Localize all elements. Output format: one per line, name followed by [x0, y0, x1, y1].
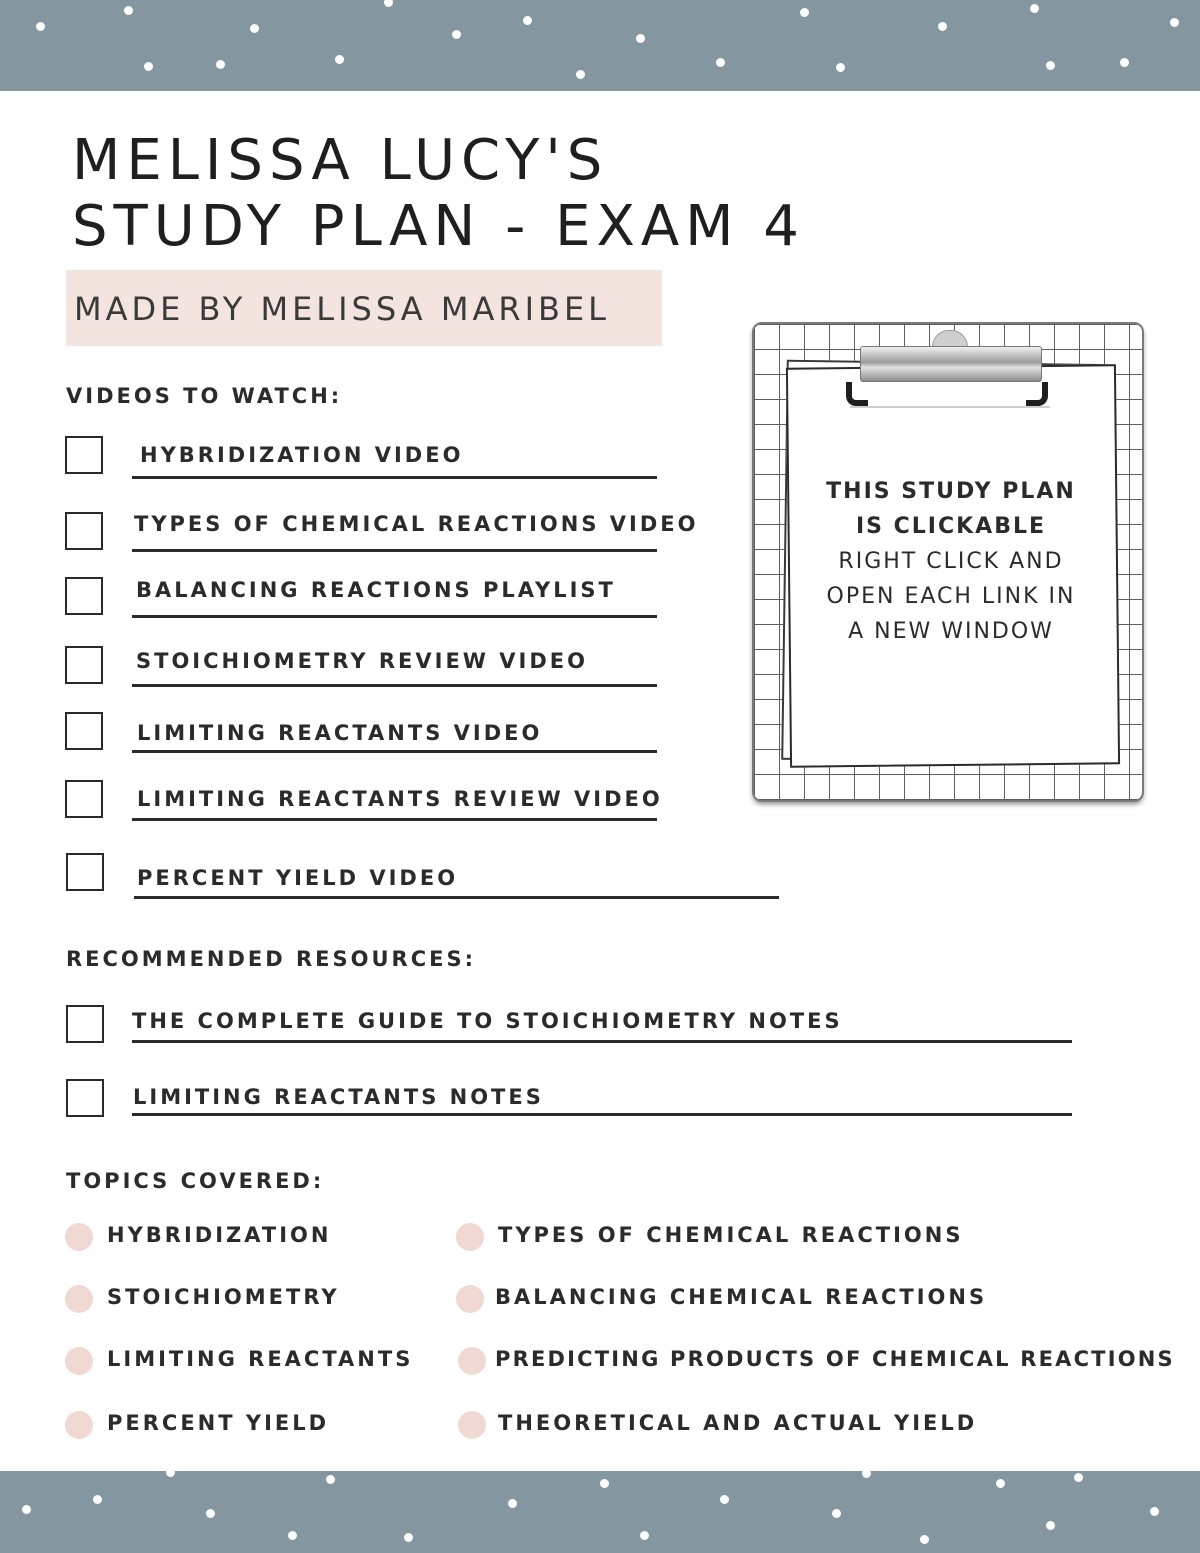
decorative-dot [1150, 1507, 1159, 1516]
checkbox[interactable] [65, 780, 103, 818]
decorative-dot [636, 34, 645, 43]
author-label: MADE BY MELISSA MARIBEL [74, 290, 610, 328]
decorative-dot [576, 70, 585, 79]
topic-label: PERCENT YIELD [107, 1411, 330, 1435]
underline [134, 896, 779, 899]
topic-label: HYBRIDIZATION [107, 1223, 332, 1247]
clipboard-note [788, 474, 1114, 649]
video-link[interactable]: TYPES OF CHEMICAL REACTIONS VIDEO [134, 512, 699, 536]
author-banner [66, 270, 662, 346]
decorative-dot [1030, 4, 1039, 13]
decorative-dot [523, 16, 532, 25]
clip-arm-left [846, 382, 868, 406]
top-decorative-band [0, 0, 1200, 91]
decorative-dot [124, 6, 133, 15]
decorative-dot [1170, 18, 1179, 27]
decorative-dot [836, 63, 845, 72]
bullet-dot [65, 1347, 93, 1375]
decorative-dot [36, 22, 45, 31]
topic-label: LIMITING REACTANTS [107, 1347, 414, 1371]
clipboard-illustration [752, 322, 1144, 802]
decorative-dot [1046, 1521, 1055, 1530]
underline [132, 549, 657, 552]
checkbox[interactable] [65, 646, 103, 684]
decorative-dot [920, 1535, 929, 1544]
decorative-dot [288, 1531, 297, 1540]
clip-bar [860, 346, 1042, 382]
underline [132, 750, 657, 753]
video-link[interactable]: PERCENT YIELD VIDEO [137, 866, 459, 890]
note-line-5: A NEW WINDOW [848, 619, 1054, 644]
decorative-dot [1120, 58, 1129, 67]
bullet-dot [456, 1223, 484, 1251]
decorative-dot [938, 22, 947, 31]
decorative-dot [452, 30, 461, 39]
decorative-dot [144, 62, 153, 71]
decorative-dot [404, 1533, 413, 1542]
note-bold-line-1: THIS STUDY PLAN [826, 479, 1076, 504]
decorative-dot [716, 58, 725, 67]
videos-heading: VIDEOS TO WATCH: [66, 384, 343, 408]
bullet-dot [65, 1285, 93, 1313]
decorative-dot [216, 60, 225, 69]
topics-heading: TOPICS COVERED: [66, 1169, 325, 1193]
topic-label: TYPES OF CHEMICAL REACTIONS [498, 1223, 964, 1247]
page-title-line-1: MELISSA LUCY'S [72, 128, 609, 193]
underline [132, 1113, 1072, 1116]
decorative-dot [335, 55, 344, 64]
checkbox[interactable] [65, 577, 103, 615]
decorative-dot [1074, 1473, 1083, 1482]
topic-label: PREDICTING PRODUCTS OF CHEMICAL REACTIONS [495, 1347, 1175, 1371]
note-line-3: RIGHT CLICK AND [838, 549, 1064, 574]
resource-link[interactable]: THE COMPLETE GUIDE TO STOICHIOMETRY NOTES [132, 1009, 843, 1033]
topic-label: STOICHIOMETRY [107, 1285, 340, 1309]
checkbox[interactable] [66, 1005, 104, 1043]
decorative-dot [832, 1509, 841, 1518]
decorative-dot [326, 1475, 335, 1484]
checkbox[interactable] [66, 853, 104, 891]
checkbox[interactable] [65, 512, 103, 550]
video-link[interactable]: STOICHIOMETRY REVIEW VIDEO [136, 649, 588, 673]
decorative-dot [206, 1509, 215, 1518]
video-link[interactable]: HYBRIDIZATION VIDEO [140, 443, 464, 467]
underline [132, 1040, 1072, 1043]
decorative-dot [166, 1471, 175, 1477]
note-line-4: OPEN EACH LINK IN [826, 584, 1076, 609]
decorative-dot [384, 0, 393, 7]
decorative-dot [22, 1505, 31, 1514]
bullet-dot [458, 1347, 486, 1375]
video-link[interactable]: LIMITING REACTANTS VIDEO [137, 721, 543, 745]
decorative-dot [800, 8, 809, 17]
decorative-dot [508, 1499, 517, 1508]
page-title-line-2: STUDY PLAN - EXAM 4 [72, 194, 805, 259]
decorative-dot [93, 1495, 102, 1504]
topic-label: THEORETICAL AND ACTUAL YIELD [498, 1411, 978, 1435]
bullet-dot [456, 1285, 484, 1313]
underline [132, 684, 657, 687]
resources-heading: RECOMMENDED RESOURCES: [66, 947, 477, 971]
note-bold-line-2: IS CLICKABLE [855, 514, 1047, 539]
decorative-dot [600, 1479, 609, 1488]
underline [132, 818, 657, 821]
bullet-dot [65, 1223, 93, 1251]
topic-label: BALANCING CHEMICAL REACTIONS [495, 1285, 988, 1309]
decorative-dot [862, 1471, 871, 1478]
checkbox[interactable] [66, 1079, 104, 1117]
decorative-dot [1046, 61, 1055, 70]
decorative-dot [996, 1479, 1005, 1488]
decorative-dot [250, 24, 259, 33]
underline [132, 476, 657, 479]
bottom-decorative-band [0, 1471, 1200, 1553]
video-link[interactable]: LIMITING REACTANTS REVIEW VIDEO [137, 787, 663, 811]
clip-arm-right [1026, 382, 1048, 406]
decorative-dot [720, 1495, 729, 1504]
underline [132, 615, 657, 618]
resource-link[interactable]: LIMITING REACTANTS NOTES [133, 1085, 544, 1109]
checkbox[interactable] [65, 712, 103, 750]
bullet-dot [65, 1411, 93, 1439]
bullet-dot [458, 1411, 486, 1439]
checkbox[interactable] [65, 436, 103, 474]
video-link[interactable]: BALANCING REACTIONS PLAYLIST [136, 578, 616, 602]
decorative-dot [640, 1531, 649, 1540]
